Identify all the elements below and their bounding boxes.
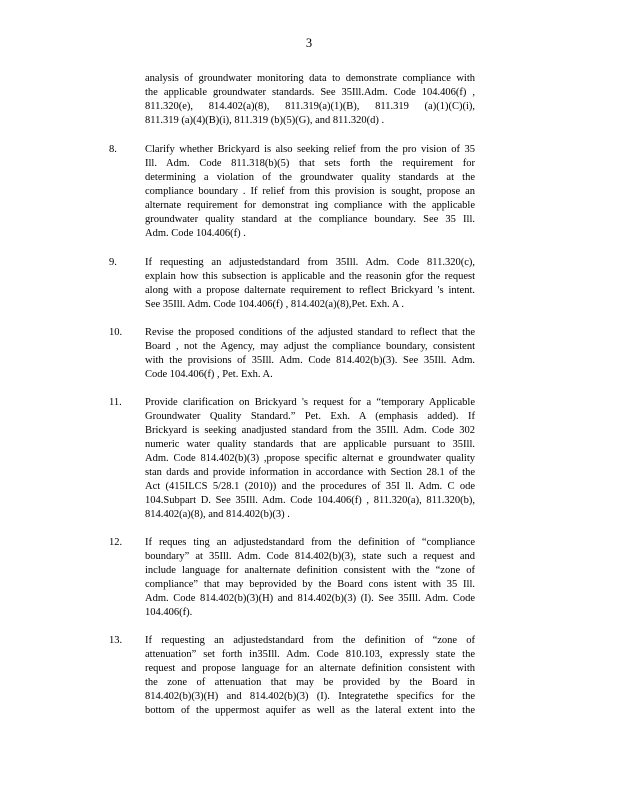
text-line: See 35Ill. Adm. Code 104.406(f) , 814.402(a)(8),Pet. Exh. A . [145,299,404,310]
text-line: Clarify whether Brickyard is also seeking relief from the pro vision of 35 [145,144,475,155]
page-number: 3 [305,36,313,50]
text-line: with the provisions of 35Ill. Adm. Code 814.402(b)(3). See 35Ill. Adm. [145,355,475,366]
text-line: 811.320(e), 814.402(a)(8), 811.319(a)(1)(B), 811.319 (a)(1)(C)(i), [145,101,475,112]
text-line: If requesting an adjustedstandard from the definition of “zone of [145,635,475,646]
text-line: alternate requirement for demonstrat ing compliance with the applicable [145,200,475,211]
text-line: request and propose language for an alternate definition consistent with [145,663,475,674]
text-line: 104.406(f). [145,607,193,618]
item-number: 12. [109,537,123,548]
text-line: compliance boundary . If relief from this provision is sought, propose an [145,186,475,197]
text-line: 104.Subpart D. See 35Ill. Adm. Code 104.406(f) , 811.320(a), 811.320(b), [145,495,475,506]
text-line: the applicable groundwater standards. See 35Ill.Adm. Code 104.406(f) , [145,87,475,98]
item-number: 11. [109,397,122,408]
text-line: Code 104.406(f) , Pet. Exh. A. [145,369,273,380]
text-line: 814.402(b)(3)(H) and 814.402(b)(3) (I). Integratethe specifics for the [145,691,475,702]
text-line: boundary” at 35Ill. Adm. Code 814.402(b)(3), state such a request and [145,551,475,562]
text-line: determining a violation of the groundwater quality standards at the [145,172,475,183]
text-line: the zone of attenuation that may be provided by the Board in [145,677,475,688]
text-line: Groundwater Quality Standard.” Pet. Exh. A (emphasis added). If [145,411,475,422]
text-line: attenuation” set forth in35Ill. Adm. Code 810.103, expressly state the [145,649,475,660]
text-line: Brickyard is seeking anadjusted standard from the 35Ill. Adm. Code 302 [145,425,475,436]
text-line: Act (415ILCS 5/28.1 (2010)) and the procedures of 35I ll. Adm. C ode [145,481,475,492]
text-line: numeric water quality standards that are applicable pursuant to 35Ill. [145,439,475,450]
text-line: bottom of the uppermost aquifer as well as the lateral extent into the [145,705,475,716]
text-line: include language for analternate definition consistent with the “zone of [145,565,475,576]
text-line: Adm. Code 104.406(f) . [145,228,246,239]
text-line: Adm. Code 814.402(b)(3) ,propose specific alternat e groundwater quality [145,453,475,464]
item-number: 8. [109,144,117,155]
text-line: 814.402(a)(8), and 814.402(b)(3) . [145,509,290,520]
text-line: stan dards and provide information in accordance with Section 28.1 of the [145,467,475,478]
text-line: 811.319 (a)(4)(B)(i), 811.319 (b)(5)(G), and 811.320(d) . [145,115,385,126]
text-line: Adm. Code 814.402(b)(3)(H) and 814.402(b)(3) (I). See 35Ill. Adm. Code [145,593,475,604]
text-line: along with a propose dalternate requirement to reflect Brickyard 's intent. [145,285,475,296]
text-line: compliance” that may beprovided by the Board cons istent with 35 Ill. [145,579,475,590]
text-line: explain how this subsection is applicable and the reasonin gfor the request [145,271,475,282]
text-line: Revise the proposed conditions of the adjusted standard to reflect that the [145,327,475,338]
text-line: Board , not the Agency, may adjust the compliance boundary, consistent [145,341,475,352]
text-line: Ill. Adm. Code 811.318(b)(5) that sets forth the requirement for [145,158,475,169]
text-line: If requesting an adjustedstandard from 35Ill. Adm. Code 811.320(c), [145,257,475,268]
item-number: 13. [109,635,123,646]
text-line: Provide clarification on Brickyard 's request for a “temporary Applicable [145,397,475,408]
item-number: 9. [109,257,117,268]
text-line: analysis of groundwater monitoring data to demonstrate compliance with [145,73,475,84]
item-number: 10. [109,327,123,338]
text-line: groundwater quality standard at the compliance boundary. See 35 Ill. [145,214,475,225]
text-line: If reques ting an adjustedstandard from the definition of “compliance [145,537,475,548]
